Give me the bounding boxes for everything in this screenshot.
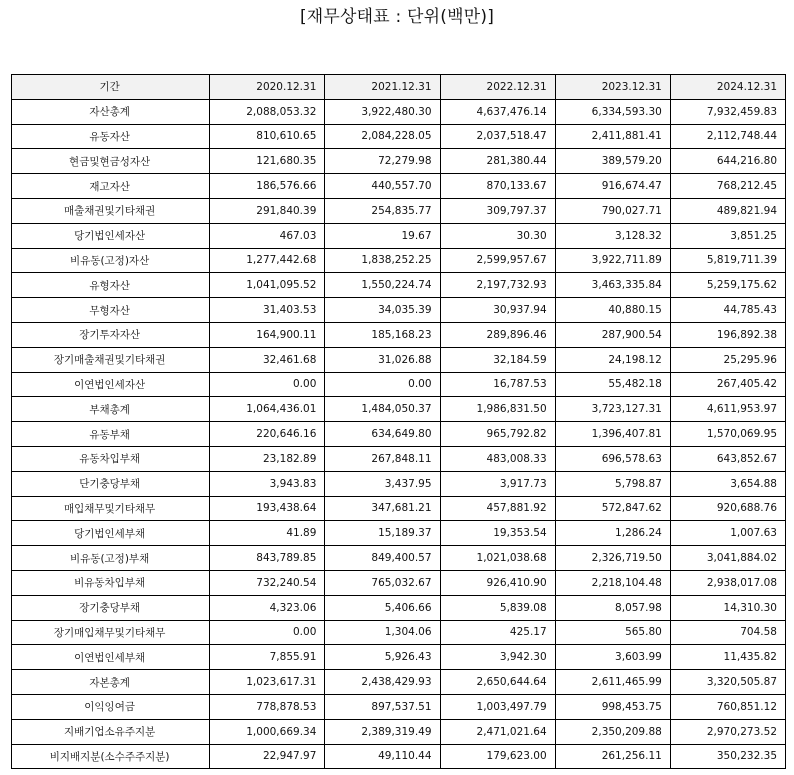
value-cell: 1,484,050.37 [325, 397, 440, 422]
value-cell: 2,088,053.32 [210, 99, 325, 124]
value-cell: 3,917.73 [440, 471, 555, 496]
table-row [12, 446, 786, 471]
table-row [12, 223, 786, 248]
value-cell: 2,650,644.64 [440, 670, 555, 695]
value-cell: 3,463,335.84 [555, 273, 670, 298]
value-cell: 5,406.66 [325, 595, 440, 620]
table-row [12, 248, 786, 273]
value-cell: 2,112,748.44 [670, 124, 785, 149]
value-cell: 1,838,252.25 [325, 248, 440, 273]
value-cell: 849,400.57 [325, 546, 440, 571]
column-header-date: 2022.12.31 [440, 75, 555, 100]
value-cell: 3,851.25 [670, 223, 785, 248]
value-cell: 254,835.77 [325, 198, 440, 223]
value-cell: 634,649.80 [325, 422, 440, 447]
value-cell: 2,471,021.64 [440, 719, 555, 744]
table-row [12, 496, 786, 521]
value-cell: 926,410.90 [440, 570, 555, 595]
table-row [12, 595, 786, 620]
value-cell: 425.17 [440, 620, 555, 645]
table-row [12, 670, 786, 695]
value-cell: 72,279.98 [325, 149, 440, 174]
value-cell: 457,881.92 [440, 496, 555, 521]
value-cell: 2,611,465.99 [555, 670, 670, 695]
value-cell: 1,023,617.31 [210, 670, 325, 695]
row-label: 지배기업소유주지분 [12, 719, 210, 744]
value-cell: 965,792.82 [440, 422, 555, 447]
row-label: 재고자산 [12, 174, 210, 199]
value-cell: 920,688.76 [670, 496, 785, 521]
value-cell: 0.00 [325, 372, 440, 397]
value-cell: 732,240.54 [210, 570, 325, 595]
value-cell: 22,947.97 [210, 744, 325, 769]
row-label: 장기투자자산 [12, 322, 210, 347]
value-cell: 25,295.96 [670, 347, 785, 372]
row-label: 당기법인세부채 [12, 521, 210, 546]
value-cell: 41.89 [210, 521, 325, 546]
value-cell: 350,232.35 [670, 744, 785, 769]
value-cell: 5,819,711.39 [670, 248, 785, 273]
value-cell: 467.03 [210, 223, 325, 248]
table-row [12, 694, 786, 719]
value-cell: 40,880.15 [555, 298, 670, 323]
table-row [12, 719, 786, 744]
value-cell: 1,396,407.81 [555, 422, 670, 447]
row-label: 이연법인세자산 [12, 372, 210, 397]
value-cell: 4,323.06 [210, 595, 325, 620]
value-cell: 32,184.59 [440, 347, 555, 372]
value-cell: 1,304.06 [325, 620, 440, 645]
table-row [12, 124, 786, 149]
value-cell: 347,681.21 [325, 496, 440, 521]
value-cell: 1,986,831.50 [440, 397, 555, 422]
value-cell: 1,041,095.52 [210, 273, 325, 298]
value-cell: 870,133.67 [440, 174, 555, 199]
value-cell: 3,654.88 [670, 471, 785, 496]
value-cell: 220,646.16 [210, 422, 325, 447]
value-cell: 2,438,429.93 [325, 670, 440, 695]
value-cell: 121,680.35 [210, 149, 325, 174]
value-cell: 3,723,127.31 [555, 397, 670, 422]
value-cell: 2,037,518.47 [440, 124, 555, 149]
value-cell: 30,937.94 [440, 298, 555, 323]
value-cell: 3,603.99 [555, 645, 670, 670]
column-header-date: 2021.12.31 [325, 75, 440, 100]
value-cell: 489,821.94 [670, 198, 785, 223]
table-row [12, 174, 786, 199]
table-row [12, 347, 786, 372]
value-cell: 55,482.18 [555, 372, 670, 397]
balance-sheet-table [11, 74, 786, 769]
value-cell: 790,027.71 [555, 198, 670, 223]
value-cell: 897,537.51 [325, 694, 440, 719]
table-body [12, 99, 786, 769]
value-cell: 1,003,497.79 [440, 694, 555, 719]
value-cell: 5,926.43 [325, 645, 440, 670]
table-row [12, 149, 786, 174]
value-cell: 44,785.43 [670, 298, 785, 323]
value-cell: 15,189.37 [325, 521, 440, 546]
value-cell: 843,789.85 [210, 546, 325, 571]
row-label: 매입채무및기타채무 [12, 496, 210, 521]
table-row [12, 546, 786, 571]
row-label: 비유동차입부채 [12, 570, 210, 595]
row-label: 비유동(고정)자산 [12, 248, 210, 273]
row-label: 자산총계 [12, 99, 210, 124]
row-label: 유형자산 [12, 273, 210, 298]
value-cell: 7,932,459.83 [670, 99, 785, 124]
value-cell: 3,320,505.87 [670, 670, 785, 695]
value-cell: 2,970,273.52 [670, 719, 785, 744]
value-cell: 810,610.65 [210, 124, 325, 149]
table-row [12, 645, 786, 670]
value-cell: 2,326,719.50 [555, 546, 670, 571]
value-cell: 2,938,017.08 [670, 570, 785, 595]
value-cell: 644,216.80 [670, 149, 785, 174]
column-header-date: 2020.12.31 [210, 75, 325, 100]
value-cell: 16,787.53 [440, 372, 555, 397]
row-label: 부채총계 [12, 397, 210, 422]
row-label: 장기매출채권및기타채권 [12, 347, 210, 372]
value-cell: 4,637,476.14 [440, 99, 555, 124]
value-cell: 267,405.42 [670, 372, 785, 397]
value-cell: 765,032.67 [325, 570, 440, 595]
value-cell: 34,035.39 [325, 298, 440, 323]
row-label: 유동차입부채 [12, 446, 210, 471]
value-cell: 31,403.53 [210, 298, 325, 323]
value-cell: 261,256.11 [555, 744, 670, 769]
value-cell: 6,334,593.30 [555, 99, 670, 124]
value-cell: 5,259,175.62 [670, 273, 785, 298]
value-cell: 2,197,732.93 [440, 273, 555, 298]
column-header-period: 기간 [12, 75, 210, 100]
value-cell: 916,674.47 [555, 174, 670, 199]
value-cell: 0.00 [210, 620, 325, 645]
value-cell: 289,896.46 [440, 322, 555, 347]
row-label: 비지배지분(소수주주지분) [12, 744, 210, 769]
value-cell: 778,878.53 [210, 694, 325, 719]
value-cell: 4,611,953.97 [670, 397, 785, 422]
table-row [12, 99, 786, 124]
value-cell: 8,057.98 [555, 595, 670, 620]
value-cell: 2,084,228.05 [325, 124, 440, 149]
table-row [12, 521, 786, 546]
row-label: 장기충당부채 [12, 595, 210, 620]
value-cell: 3,942.30 [440, 645, 555, 670]
table-row [12, 322, 786, 347]
value-cell: 2,599,957.67 [440, 248, 555, 273]
value-cell: 1,286.24 [555, 521, 670, 546]
value-cell: 389,579.20 [555, 149, 670, 174]
row-label: 유동부채 [12, 422, 210, 447]
row-label: 무형자산 [12, 298, 210, 323]
value-cell: 3,922,480.30 [325, 99, 440, 124]
value-cell: 31,026.88 [325, 347, 440, 372]
table-row [12, 471, 786, 496]
value-cell: 3,943.83 [210, 471, 325, 496]
row-label: 현금및현금성자산 [12, 149, 210, 174]
value-cell: 5,798.87 [555, 471, 670, 496]
value-cell: 5,839.08 [440, 595, 555, 620]
value-cell: 1,021,038.68 [440, 546, 555, 571]
row-label: 이익잉여금 [12, 694, 210, 719]
value-cell: 267,848.11 [325, 446, 440, 471]
value-cell: 483,008.33 [440, 446, 555, 471]
value-cell: 185,168.23 [325, 322, 440, 347]
table-row [12, 273, 786, 298]
value-cell: 565.80 [555, 620, 670, 645]
value-cell: 0.00 [210, 372, 325, 397]
value-cell: 186,576.66 [210, 174, 325, 199]
table-row [12, 422, 786, 447]
value-cell: 309,797.37 [440, 198, 555, 223]
value-cell: 19,353.54 [440, 521, 555, 546]
value-cell: 2,389,319.49 [325, 719, 440, 744]
row-label: 매출채권및기타채권 [12, 198, 210, 223]
value-cell: 193,438.64 [210, 496, 325, 521]
value-cell: 1,570,069.95 [670, 422, 785, 447]
table-header-row [12, 75, 786, 100]
row-label: 이연법인세부채 [12, 645, 210, 670]
value-cell: 49,110.44 [325, 744, 440, 769]
value-cell: 572,847.62 [555, 496, 670, 521]
column-header-date: 2024.12.31 [670, 75, 785, 100]
value-cell: 768,212.45 [670, 174, 785, 199]
value-cell: 281,380.44 [440, 149, 555, 174]
value-cell: 1,007.63 [670, 521, 785, 546]
value-cell: 760,851.12 [670, 694, 785, 719]
value-cell: 696,578.63 [555, 446, 670, 471]
value-cell: 7,855.91 [210, 645, 325, 670]
value-cell: 179,623.00 [440, 744, 555, 769]
value-cell: 2,218,104.48 [555, 570, 670, 595]
value-cell: 440,557.70 [325, 174, 440, 199]
row-label: 단기충당부채 [12, 471, 210, 496]
table-row [12, 198, 786, 223]
row-label: 장기매입채무및기타채무 [12, 620, 210, 645]
column-header-date: 2023.12.31 [555, 75, 670, 100]
row-label: 당기법인세자산 [12, 223, 210, 248]
table-row [12, 372, 786, 397]
value-cell: 3,128.32 [555, 223, 670, 248]
table-row [12, 298, 786, 323]
value-cell: 14,310.30 [670, 595, 785, 620]
value-cell: 3,437.95 [325, 471, 440, 496]
table-row [12, 744, 786, 769]
value-cell: 1,000,669.34 [210, 719, 325, 744]
value-cell: 3,922,711.89 [555, 248, 670, 273]
value-cell: 164,900.11 [210, 322, 325, 347]
value-cell: 998,453.75 [555, 694, 670, 719]
value-cell: 19.67 [325, 223, 440, 248]
value-cell: 2,411,881.41 [555, 124, 670, 149]
value-cell: 643,852.67 [670, 446, 785, 471]
value-cell: 291,840.39 [210, 198, 325, 223]
row-label: 비유동(고정)부채 [12, 546, 210, 571]
value-cell: 11,435.82 [670, 645, 785, 670]
value-cell: 2,350,209.88 [555, 719, 670, 744]
value-cell: 1,550,224.74 [325, 273, 440, 298]
value-cell: 704.58 [670, 620, 785, 645]
value-cell: 24,198.12 [555, 347, 670, 372]
page-title: [재무상태표 : 단위(백만)] [299, 7, 495, 27]
value-cell: 1,064,436.01 [210, 397, 325, 422]
value-cell: 3,041,884.02 [670, 546, 785, 571]
row-label: 유동자산 [12, 124, 210, 149]
value-cell: 32,461.68 [210, 347, 325, 372]
value-cell: 1,277,442.68 [210, 248, 325, 273]
value-cell: 23,182.89 [210, 446, 325, 471]
value-cell: 30.30 [440, 223, 555, 248]
row-label: 자본총계 [12, 670, 210, 695]
table-row [12, 570, 786, 595]
table-row [12, 397, 786, 422]
value-cell: 287,900.54 [555, 322, 670, 347]
value-cell: 196,892.38 [670, 322, 785, 347]
table-row [12, 620, 786, 645]
